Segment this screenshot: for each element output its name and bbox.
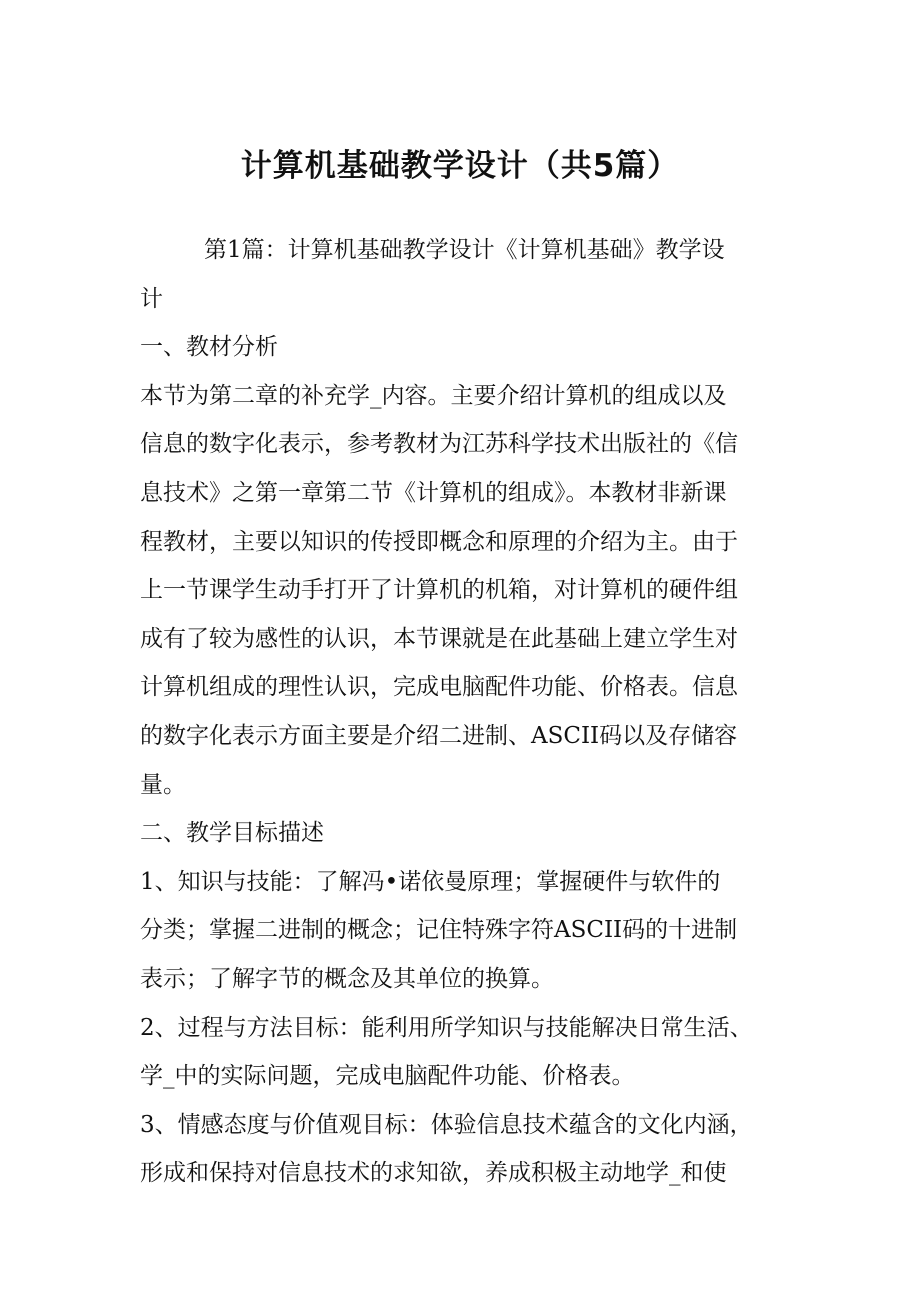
- paragraph-line: 程教材，主要以知识的传授即概念和原理的介绍为主。由于: [140, 528, 738, 555]
- goal-process-line: 学_中的实际问题，完成电脑配件功能、价格表。: [140, 1063, 635, 1090]
- paragraph-line: 信息的数字化表示，参考教材为江苏科学技术出版社的《信: [140, 431, 738, 458]
- document-body: [140, 226, 788, 1198]
- paragraph-line: 的数字化表示方面主要是介绍二进制、ASCII码以及存储容: [140, 722, 738, 749]
- chapter-heading-continuation: 计: [140, 285, 163, 312]
- paragraph-line: 上一节课学生动手打开了计算机的机箱，对计算机的硬件组: [140, 577, 738, 604]
- goal-knowledge-line: 1、知识与技能：了解冯•诺依曼原理；掌握硬件与软件的: [140, 868, 721, 895]
- document-title: 计算机基础教学设计（共5篇）: [240, 148, 680, 184]
- paragraph-line: 成有了较为感性的认识，本节课就是在此基础上建立学生对: [140, 625, 738, 652]
- goal-attitude-line: 形成和保持对信息技术的求知欲，养成积极主动地学_和使: [140, 1160, 727, 1187]
- paragraph-line: 本节为第二章的补充学_内容。主要介绍计算机的组成以及: [140, 382, 727, 409]
- chapter-heading-line: 第1篇：计算机基础教学设计《计算机基础》教学设: [204, 237, 725, 263]
- goal-knowledge-line: 表示；了解字节的概念及其单位的换算。: [140, 965, 554, 992]
- section-heading-material-analysis: 一、教材分析: [140, 334, 278, 361]
- paragraph-line: 计算机组成的理性认识，完成电脑配件功能、价格表。信息: [140, 674, 738, 701]
- section-heading-teaching-goals: 二、教学目标描述: [140, 820, 324, 847]
- goal-attitude-line: 3、情感态度与价值观目标：体验信息技术蕴含的文化内涵，: [140, 1111, 753, 1138]
- goal-knowledge-line: 分类；掌握二进制的概念；记住特殊字符ASCII码的十进制: [140, 917, 738, 944]
- paragraph-line: 量。: [140, 771, 186, 798]
- paragraph-line: 息技术》之第一章第二节《计算机的组成》。本教材非新课: [140, 479, 727, 506]
- goal-process-line: 2、过程与方法目标：能利用所学知识与技能解决日常生活、: [140, 1014, 753, 1041]
